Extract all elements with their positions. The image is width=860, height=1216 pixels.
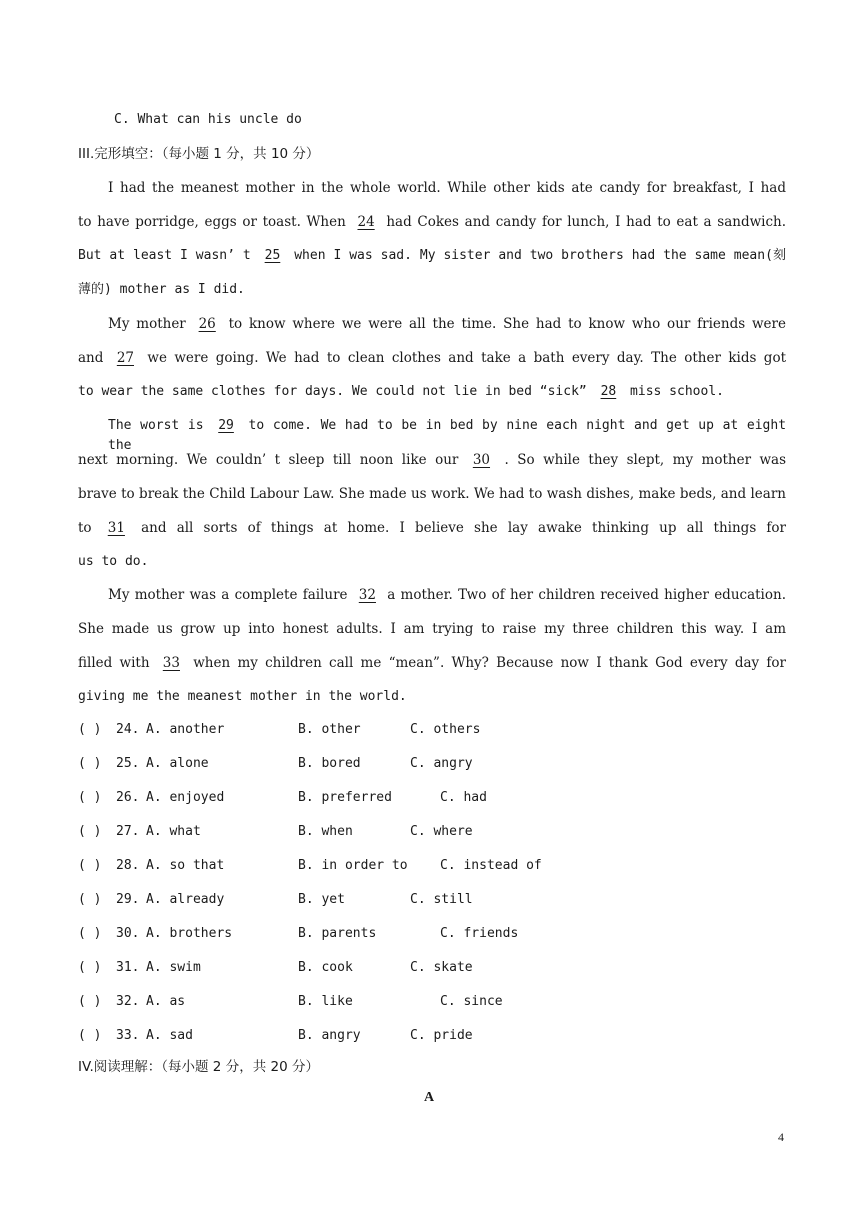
answer-paren[interactable]: ( ) <box>78 790 102 805</box>
option-b: B. in order to <box>298 858 408 873</box>
option-b: B. yet <box>298 892 345 907</box>
option-c: C. angry <box>410 756 473 771</box>
blank-27: 27 <box>116 350 134 366</box>
option-b: B. cook <box>298 960 353 975</box>
passage-text: next morning. We couldn’ t sleep till noon like our <box>78 452 459 468</box>
passage-line: She made us grow up into honest adults. I am trying to raise my three children this way. I am <box>78 621 786 637</box>
passage-text: had Cokes and candy for lunch, I had to eat a sandwich. <box>386 214 787 230</box>
prev-question-option: C. What can his uncle do <box>114 112 302 127</box>
blank-28: 28 <box>600 384 617 399</box>
blank-31: 31 <box>107 520 125 536</box>
passage-line <box>78 653 786 673</box>
page-number: 4 <box>778 1130 784 1144</box>
passage-line <box>78 518 786 538</box>
option-a: A. sad <box>146 1028 193 1043</box>
option-b: B. when <box>298 824 353 839</box>
answer-paren[interactable]: ( ) <box>78 994 102 1009</box>
passage-text: to come. We had to be in bed by nine each night and get up at eight the <box>108 418 787 453</box>
answer-paren[interactable]: ( ) <box>78 756 102 771</box>
blank-24: 24 <box>357 214 375 230</box>
passage-text: when I was sad. My sister and two brothers had the same mean(刻 <box>294 248 787 263</box>
passage-text: . So while they slept, my mother was <box>504 452 787 468</box>
option-c: C. instead of <box>440 858 542 873</box>
option-c: C. pride <box>410 1028 473 1043</box>
option-a: A. brothers <box>146 926 233 941</box>
option-b: B. preferred <box>298 790 392 805</box>
blank-30: 30 <box>472 452 491 468</box>
passage-text: to wear the same clothes for days. We could not lie in bed “sick” <box>78 384 587 399</box>
passage-text: when my children call me “mean”. Why? Because now I thank God every day for <box>193 655 786 671</box>
passage-line <box>108 314 786 334</box>
option-c: C. since <box>440 994 503 1009</box>
answer-paren[interactable]: ( ) <box>78 824 102 839</box>
section-4-title: IV.阅读理解：（每小题 2 分，共 20 分） <box>78 1059 319 1075</box>
question-number: 27. <box>116 824 140 839</box>
option-c: C. skate <box>410 960 473 975</box>
passage-text: My mother was a complete failure <box>108 587 348 603</box>
question-number: 28. <box>116 858 140 873</box>
blank-29: 29 <box>218 418 234 433</box>
option-a: A. swim <box>146 960 201 975</box>
passage-line: 薄的) mother as I did. <box>78 282 245 297</box>
option-b: B. like <box>298 994 353 1009</box>
option-c: C. had <box>440 790 487 805</box>
question-number: 26. <box>116 790 140 805</box>
option-c: C. where <box>410 824 473 839</box>
option-a: A. so that <box>146 858 225 873</box>
passage-line <box>78 246 786 266</box>
question-number: 24. <box>116 722 140 737</box>
answer-paren[interactable]: ( ) <box>78 722 102 737</box>
answer-paren[interactable]: ( ) <box>78 892 102 907</box>
option-a: A. another <box>146 722 225 737</box>
passage-text: a mother. Two of her children received higher education. <box>387 587 786 603</box>
question-number: 29. <box>116 892 140 907</box>
blank-25: 25 <box>264 248 281 263</box>
blank-26: 26 <box>198 316 216 332</box>
question-number: 30. <box>116 926 140 941</box>
option-c: C. friends <box>440 926 519 941</box>
passage-line <box>78 348 786 368</box>
section-3-title: III.完形填空：（每小题 1 分，共 10 分） <box>78 146 320 162</box>
passage-line <box>108 585 786 605</box>
option-a: A. as <box>146 994 186 1009</box>
passage-text: But at least I wasn’ t <box>78 248 251 263</box>
passage-text: and <box>78 350 104 366</box>
question-number: 25. <box>116 756 140 771</box>
blank-33: 33 <box>162 655 180 671</box>
answer-paren[interactable]: ( ) <box>78 960 102 975</box>
blank-32: 32 <box>358 587 376 603</box>
option-b: B. angry <box>298 1028 361 1043</box>
option-a: A. enjoyed <box>146 790 225 805</box>
option-a: A. what <box>146 824 201 839</box>
answer-paren[interactable]: ( ) <box>78 1028 102 1043</box>
option-c: C. still <box>410 892 473 907</box>
passage-line: brave to break the Child Labour Law. She made us work. We had to wash dishes, make beds, and learn <box>78 486 786 502</box>
passage-text: The worst is <box>108 418 204 433</box>
option-c: C. others <box>410 722 481 737</box>
passage-line <box>78 450 786 470</box>
option-b: B. bored <box>298 756 361 771</box>
passage-line: us to do. <box>78 554 149 569</box>
subheading-a: A <box>424 1090 435 1105</box>
passage-text: we were going. We had to clean clothes and take a bath every day. The other kids got <box>147 350 787 366</box>
passage-text: My mother <box>108 316 186 332</box>
option-b: B. parents <box>298 926 377 941</box>
passage-line <box>78 212 786 232</box>
answer-paren[interactable]: ( ) <box>78 858 102 873</box>
passage-line <box>78 382 786 402</box>
passage-line: giving me the meanest mother in the world. <box>78 689 407 704</box>
question-number: 33. <box>116 1028 140 1043</box>
passage-text: and all sorts of things at home. I believe she lay awake thinking up all things for <box>141 520 786 536</box>
question-number: 31. <box>116 960 140 975</box>
option-a: A. already <box>146 892 225 907</box>
question-number: 32. <box>116 994 140 1009</box>
passage-line: I had the meanest mother in the whole world. While other kids ate candy for breakfast, I had <box>108 180 786 196</box>
option-a: A. alone <box>146 756 209 771</box>
passage-text: to <box>78 520 92 536</box>
passage-text: to have porridge, eggs or toast. When <box>78 214 346 230</box>
passage-text: filled with <box>78 655 150 671</box>
answer-paren[interactable]: ( ) <box>78 926 102 941</box>
passage-text: to know where we were all the time. She had to know who our friends were <box>228 316 786 332</box>
passage-text: miss school. <box>630 384 724 399</box>
option-b: B. other <box>298 722 361 737</box>
